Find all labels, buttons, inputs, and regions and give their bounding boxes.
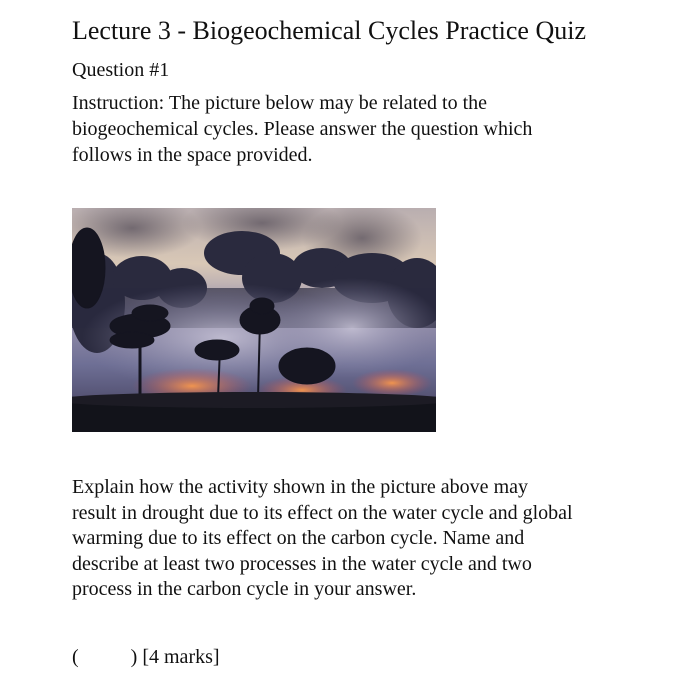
answer-open-paren: ( — [72, 646, 79, 668]
instruction-line: Instruction: The picture below may be related to the — [72, 92, 488, 114]
question-prompt — [72, 475, 662, 603]
prompt-line: result in drought due to its effect on the water cycle and global — [72, 501, 573, 524]
answer-space[interactable] — [72, 644, 220, 670]
prompt-line: warming due to its effect on the carbon cycle. Name and — [72, 527, 525, 549]
instruction-line: follows in the space provided. — [72, 144, 313, 166]
page-title: Lecture 3 - Biogeochemical Cycles Practice Quiz — [72, 16, 587, 45]
forest-burning-photo — [72, 208, 436, 432]
prompt-line: describe at least two processes in the water cycle and two — [72, 552, 532, 575]
answer-close-paren: ) — [130, 646, 138, 668]
instruction-text — [72, 90, 632, 168]
prompt-line: process in the carbon cycle in your answer. — [72, 578, 417, 600]
question-number: Question #1 — [72, 59, 170, 81]
instruction-line: biogeochemical cycles. Please answer the question which — [72, 118, 533, 140]
prompt-line: Explain how the activity shown in the picture above may — [72, 476, 528, 498]
marks-label: [4 marks] — [142, 646, 220, 668]
